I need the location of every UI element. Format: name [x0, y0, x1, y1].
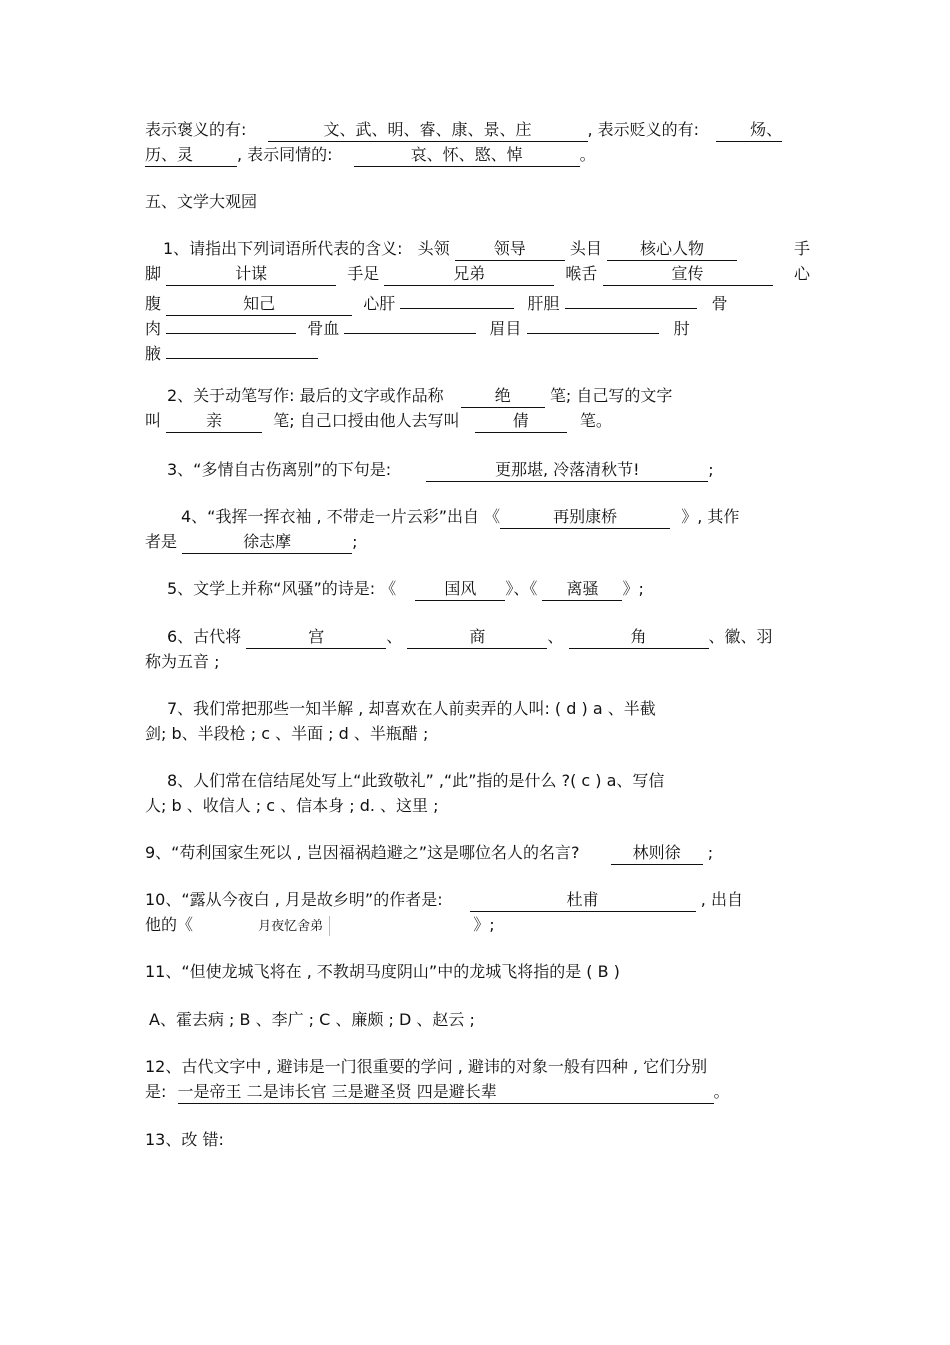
- praise-label: 表示褒义的有:: [145, 120, 247, 139]
- q4-answer: 再别康桥: [500, 507, 670, 529]
- q2-answer: 绝: [461, 386, 545, 408]
- q5-line: [145, 577, 805, 601]
- q10-text: , 出自: [700, 890, 743, 909]
- q6-line-2: 称为五音 ;: [145, 652, 220, 671]
- q1-answer: 核心人物: [607, 239, 737, 261]
- q12-line-2: [145, 1080, 805, 1104]
- q1-line-1: [145, 237, 810, 261]
- q12-text: 是:: [145, 1082, 167, 1101]
- q6-sep: 、: [547, 627, 564, 646]
- q1-term-char: 脚: [145, 264, 162, 283]
- q1-term: 心肝: [363, 294, 396, 313]
- q12-line-1: 12、古代文字中 , 避讳是一门很重要的学问 , 避讳的对象一般有四种 , 它们分别: [145, 1057, 708, 1076]
- q5-end: 》;: [622, 579, 644, 598]
- q6-answer: 商: [407, 627, 547, 649]
- q10-divider: [329, 916, 330, 936]
- q12-answer: 一是帝王 二是讳长官 三是避圣贤 四是避长辈: [178, 1082, 714, 1104]
- q2-text: 叫: [145, 411, 162, 430]
- q10-line-1: [145, 888, 810, 912]
- q4-text: 4、“我挥一挥衣袖 , 不带走一片云彩”出自 《: [181, 507, 501, 526]
- derog-answer-2: 历、灵: [145, 145, 237, 167]
- q2-text: 笔; 自己写的文字: [549, 386, 673, 405]
- q1-answer: [344, 312, 476, 334]
- q13-line: 13、改 错:: [145, 1130, 224, 1149]
- sympathy-answer: 哀、怀、愍、悼: [354, 145, 580, 167]
- q10-answer: 杜甫: [470, 890, 696, 912]
- q6-answer: 角: [569, 627, 709, 649]
- intro-line-1: [145, 118, 810, 142]
- q12-end: 。: [713, 1082, 730, 1101]
- q1-line-3: [145, 287, 810, 311]
- q6-text: 6、古代将: [167, 627, 242, 646]
- q11-line: 11、“但使龙城飞将在 , 不教胡马度阴山”中的龙城飞将指的是 ( B ): [145, 962, 620, 981]
- q1-answer: 领导: [455, 239, 565, 261]
- q3-line: [145, 458, 805, 482]
- q7-text: 7、我们常把那些一知半解 , 却喜欢在人前卖弄的人叫: ( d ) a 、半截: [167, 699, 656, 718]
- q1-term-char: 腹: [145, 294, 162, 313]
- q5-text: 》、《: [505, 579, 538, 598]
- q9-end: ;: [707, 843, 714, 862]
- q4-line-2: [145, 530, 805, 554]
- q10-end: 》;: [473, 915, 495, 934]
- q3-prompt: 3、“多情自古伤离别”的下句是:: [167, 460, 392, 479]
- q1-answer: [166, 337, 318, 359]
- q10-line-2: [145, 913, 805, 937]
- q8-line-2: 人; b 、收信人 ; c 、信本身 ; d. 、这里 ;: [145, 796, 439, 815]
- q1-answer: [565, 287, 697, 309]
- q1-prompt: 1、请指出下列词语所代表的含义:: [163, 239, 403, 258]
- q9-answer: 林则徐: [611, 843, 703, 865]
- q1-term-char: 心: [793, 264, 810, 283]
- q1-term: 肝胆: [527, 294, 560, 313]
- q1-term: 眉目: [489, 319, 522, 338]
- praise-answer: 文、武、明、睿、康、景、庄: [268, 120, 588, 142]
- section-title: 五、文学大观园: [145, 192, 258, 211]
- q4-author: 徐志摩: [182, 532, 352, 554]
- q10-title: 月夜忆舍弟: [258, 919, 324, 934]
- q3-end: ;: [708, 460, 714, 479]
- q2-text: 2、关于动笔写作: 最后的文字或作品称: [167, 386, 444, 405]
- q5-text: 5、文学上并称“风骚”的诗是: 《: [167, 579, 397, 598]
- derog-answer-1: 炀、: [716, 120, 782, 142]
- q1-term-char: 手: [793, 239, 810, 258]
- sympathy-label: , 表示同情的:: [237, 145, 333, 164]
- q6-answer: 宫: [246, 627, 386, 649]
- q7-line-2: 剑; b、半段枪 ; c 、半面 ; d 、半瓶醋 ;: [145, 724, 429, 743]
- q4-text: 者是: [145, 532, 178, 551]
- q9-line: [145, 841, 805, 865]
- q1-term: 头领: [417, 239, 450, 258]
- q1-answer: 计谋: [166, 264, 336, 286]
- q10-text: 他的《: [145, 915, 194, 934]
- q1-term: 手足: [347, 264, 380, 283]
- q6-sep: 、: [386, 627, 403, 646]
- q1-term-char: 骨: [711, 294, 728, 313]
- q9-prompt: 9、“苟利国家生死以 , 岂因福祸趋避之”这是哪位名人的名言?: [145, 843, 580, 862]
- q8-line-1: [145, 769, 810, 793]
- q1-term-char: 腋: [145, 344, 162, 363]
- q10-text: 10、“露从今夜白 , 月是故乡明”的作者是:: [145, 890, 443, 909]
- q2-answer: 亲: [166, 411, 262, 433]
- q3-answer: 更那堪, 冷落清秋节!: [426, 460, 708, 482]
- q8-text: 8、人们常在信结尾处写上“此致敬礼” ,“此”指的是什么 ?( c ) a、写信: [167, 771, 665, 790]
- q1-line-4: [145, 312, 810, 336]
- intro-end: 。: [579, 145, 596, 164]
- q11-options: [145, 1008, 805, 1032]
- q2-text: 笔; 自己口授由他人去写叫: [273, 411, 460, 430]
- q1-answer: [527, 312, 659, 334]
- q5-answer: 离骚: [542, 579, 622, 601]
- q4-line-1: [145, 505, 810, 529]
- q2-answer: 倩: [475, 411, 567, 433]
- q1-line-5: [145, 337, 805, 361]
- derog-label: , 表示贬义的有:: [587, 120, 700, 139]
- q1-term: 骨血: [307, 319, 340, 338]
- q4-text: 》, 其作: [681, 507, 740, 526]
- q1-answer: [400, 287, 514, 309]
- q1-term-char: 肉: [145, 319, 162, 338]
- q1-answer: [166, 312, 296, 334]
- q1-term: 喉舌: [565, 264, 598, 283]
- q2-line-2: [145, 409, 805, 433]
- q1-answer: 知己: [166, 294, 352, 316]
- q1-answer: 宣传: [603, 264, 773, 286]
- q2-text: 笔。: [579, 411, 612, 430]
- q11-options-text: A、霍去病 ; B 、李广 ; C 、廉颇 ; D 、赵云 ;: [149, 1010, 475, 1029]
- q4-end: ;: [352, 532, 358, 551]
- q1-line-2: [145, 262, 810, 286]
- q7-line-1: [145, 697, 810, 721]
- q1-term-char: 肘: [673, 319, 690, 338]
- q5-answer: 国风: [415, 579, 505, 601]
- q2-line-1: [145, 384, 805, 408]
- q1-answer: 兄弟: [384, 264, 554, 286]
- q1-term: 头目: [569, 239, 602, 258]
- q6-text: 、徽、羽: [708, 627, 773, 646]
- intro-line-2: [145, 143, 805, 167]
- q6-line-1: [145, 625, 810, 649]
